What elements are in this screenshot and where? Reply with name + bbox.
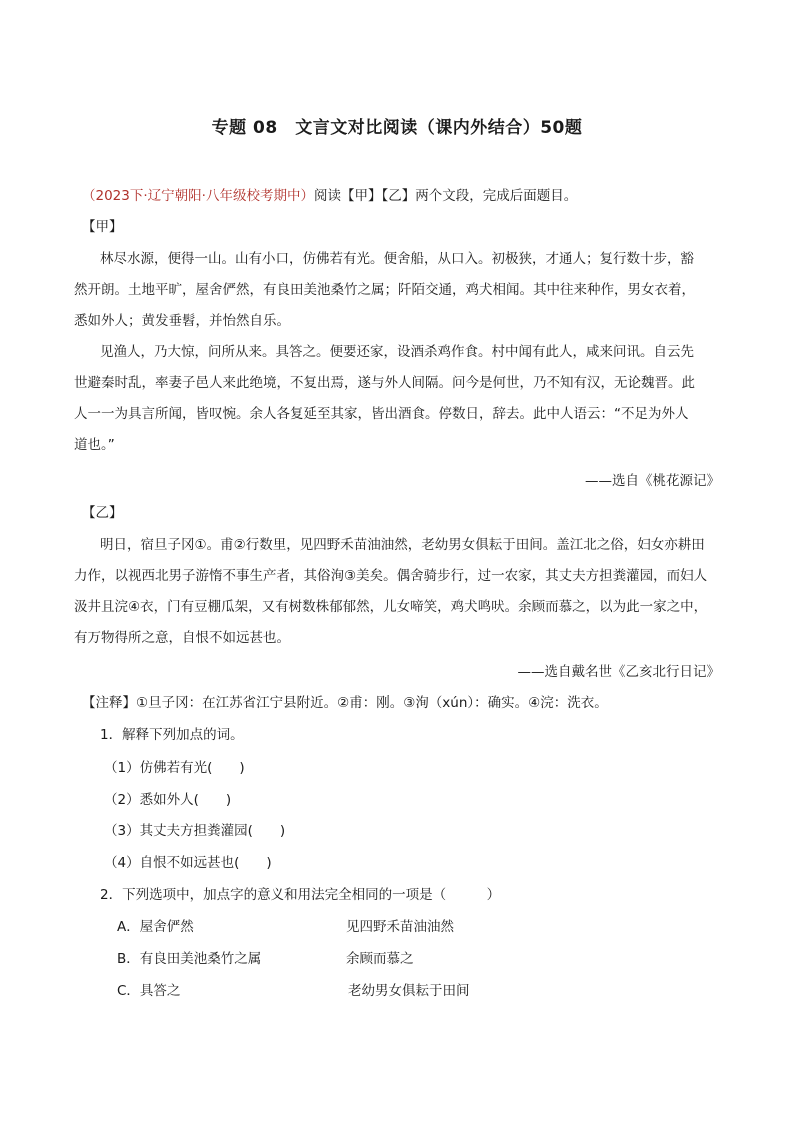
jia-source: ——选自《桃花源记》 bbox=[585, 473, 720, 489]
jia-line-6: 人一一为具言所闻，皆叹惋。余人各复延至其家，皆出酒食。停数日，辞去。此中人语云：“不足为外人 bbox=[74, 406, 689, 422]
yi-label: 【乙】 bbox=[82, 505, 123, 521]
intro-line bbox=[82, 186, 577, 206]
question-1-item-3: （3）其丈夫方担粪灌园( ) bbox=[104, 823, 286, 839]
question-1-item-4: （4）自恨不如远甚也( ) bbox=[104, 855, 272, 871]
notes: 【注释】①旦子冈：在江苏省江宁县附近。②甫：刚。③洵（xún）：确实。④浣：洗衣。 bbox=[82, 695, 608, 711]
option-a-left: A．屋舍俨然 bbox=[117, 919, 194, 935]
page-title: 专题 08 文言文对比阅读（课内外结合）50题 bbox=[211, 118, 583, 138]
jia-line-1: 林尽水源，便得一山。山有小口，仿佛若有光。便舍船，从口入。初极狭，才通人；复行数十步，豁 bbox=[100, 251, 694, 267]
yi-source: ——选自戴名世《乙亥北行日记》 bbox=[517, 664, 720, 680]
jia-line-7: 道也。” bbox=[74, 437, 115, 453]
jia-line-4: 见渔人，乃大惊，问所从来。具答之。便要还家，设酒杀鸡作食。村中闻有此人，咸来问讯。自云先 bbox=[100, 344, 694, 360]
yi-line-3: 汲井且浣④衣，门有豆棚瓜架，又有树数株郁郁然，儿女啼笑，鸡犬鸣吠。余顾而慕之，以为此一家之中， bbox=[74, 599, 708, 615]
option-c-left: C．具答之 bbox=[117, 983, 181, 999]
option-c-right: 老幼男女俱耘于田间 bbox=[348, 983, 470, 999]
question-1-stem: 1．解释下列加点的词。 bbox=[100, 727, 244, 743]
jia-line-2: 然开朗。土地平旷，屋舍俨然，有良田美池桑竹之属；阡陌交通，鸡犬相闻。其中往来种作，男女衣着， bbox=[74, 282, 695, 298]
jia-line-3: 悉如外人；黄发垂髫，并怡然自乐。 bbox=[74, 313, 290, 329]
question-1-item-2: （2）悉如外人( ) bbox=[104, 792, 232, 808]
yi-line-1: 明日，宿旦子冈①。甫②行数里，见四野禾苗油油然，老幼男女俱耘于田间。盖江北之俗，妇女亦耕田 bbox=[100, 537, 705, 553]
option-a-right: 见四野禾苗油油然 bbox=[346, 919, 454, 935]
question-1-item-1: （1）仿佛若有光( ) bbox=[104, 760, 245, 776]
option-b-right: 余顾而慕之 bbox=[346, 951, 414, 967]
option-b-left: B．有良田美池桑竹之属 bbox=[117, 951, 262, 967]
jia-line-5: 世避秦时乱，率妻子邑人来此绝境，不复出焉，遂与外人间隔。问今是何世，乃不知有汉，无论魏晋。此 bbox=[74, 375, 695, 391]
question-2-stem: 2．下列选项中，加点字的意义和用法完全相同的一项是（ ） bbox=[100, 887, 501, 903]
yi-line-2: 力作，以视西北男子游惰不事生产者，其俗洵③美矣。偶舍骑步行，过一农家，其丈夫方担粪灌园，而妇人 bbox=[74, 568, 708, 584]
intro-source: （2023下·辽宁朝阳·八年级校考期中） bbox=[82, 188, 314, 204]
yi-line-4: 有万物得所之意，自恨不如远甚也。 bbox=[74, 630, 290, 646]
jia-label: 【甲】 bbox=[82, 219, 123, 235]
intro-text: 阅读【甲】【乙】两个文段，完成后面题目。 bbox=[313, 188, 578, 204]
